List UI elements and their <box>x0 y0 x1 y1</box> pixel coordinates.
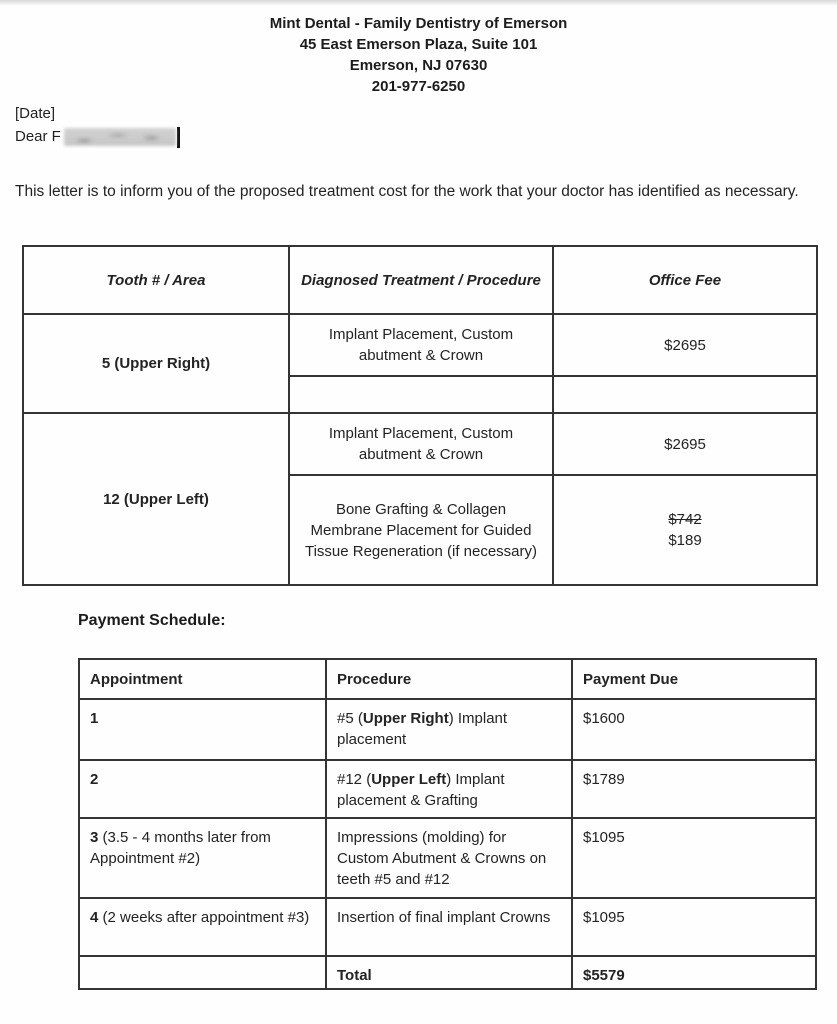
appointment-cell <box>79 818 326 898</box>
greeting-text: Dear F <box>15 128 61 145</box>
fee-value: $189 <box>668 532 702 549</box>
practice-address: 45 East Emerson Plaza, Suite 101 <box>299 36 538 53</box>
redacted-patient-name <box>64 128 176 146</box>
col-header-office-fee: Office Fee <box>553 246 817 314</box>
empty-cell <box>79 956 326 989</box>
payment-schedule-title: Payment Schedule: <box>78 612 226 629</box>
office-fee-cell <box>553 376 817 413</box>
practice-city-state-zip: Emerson, NJ 07630 <box>349 57 488 74</box>
payment-total-row <box>79 956 816 989</box>
procedure-cell: Bone Grafting & Collagen Membrane Placement for Guided Tissue Regeneration (if necessary) <box>289 475 553 585</box>
appointment-number: 3 <box>90 829 99 846</box>
fee-value: $2695 <box>664 435 706 453</box>
appointment-cell <box>79 898 326 956</box>
appointment-number: 4 <box>90 909 99 926</box>
tooth-area-cell: 5 (Upper Right) <box>23 314 289 413</box>
col-header-appointment: Appointment <box>79 659 326 699</box>
letter-meta <box>15 103 837 149</box>
treatment-row-tooth5-implant <box>23 314 817 376</box>
procedure-cell <box>289 376 553 413</box>
treatment-row-tooth12-implant <box>23 413 817 475</box>
total-label-cell: Total <box>326 956 572 989</box>
appointment-number: 1 <box>90 710 99 727</box>
appointment-cell <box>79 699 326 760</box>
procedure-cell: Implant Placement, Custom abutment & Crown <box>289 413 553 475</box>
appointment-note: (2 weeks after appointment #3) <box>98 909 310 926</box>
procedure-cell: #12 (Upper Left) Implant placement & Grafting <box>326 760 572 818</box>
payment-row-3 <box>79 818 816 898</box>
payment-schedule-table <box>78 658 817 990</box>
office-fee-cell <box>553 314 817 376</box>
procedure-cell: Implant Placement, Custom abutment & Crown <box>289 314 553 376</box>
practice-name: Mint Dental - Family Dentistry of Emerson <box>269 15 568 32</box>
letterhead <box>0 5 837 97</box>
payment-row-4 <box>79 898 816 956</box>
date-placeholder: [Date] <box>15 105 56 122</box>
col-header-payment-due: Payment Due <box>572 659 816 699</box>
payment-due-cell: $1789 <box>572 760 816 818</box>
tooth-area-cell: 12 (Upper Left) <box>23 413 289 585</box>
treatment-cost-table <box>22 245 818 586</box>
col-header-diagnosed-treatment: Diagnosed Treatment / Procedure <box>289 246 553 314</box>
procedure-cell: Insertion of final implant Crowns <box>326 898 572 956</box>
payment-due-cell: $1095 <box>572 898 816 956</box>
appointment-note: (3.5 - 4 months later from Appointment #2) <box>90 829 271 867</box>
payment-due-cell: $1600 <box>572 699 816 760</box>
payment-due-cell: $1095 <box>572 818 816 898</box>
office-fee-cell <box>553 475 817 585</box>
text-cursor <box>177 127 180 148</box>
total-value-cell: $5579 <box>572 956 816 989</box>
intro-paragraph: This letter is to inform you of the proposed treatment cost for the work that your doctor has identified as necessary. <box>15 183 799 200</box>
appointment-number: 2 <box>90 771 99 788</box>
payment-row-2 <box>79 760 816 818</box>
col-header-tooth-area: Tooth # / Area <box>23 246 289 314</box>
appointment-cell <box>79 760 326 818</box>
col-header-procedure: Procedure <box>326 659 572 699</box>
greeting-line <box>15 125 837 149</box>
procedure-cell: Impressions (molding) for Custom Abutment & Crowns on teeth #5 and #12 <box>326 818 572 898</box>
fee-struck-value: $742 <box>668 511 702 528</box>
fee-value: $2695 <box>664 336 706 354</box>
procedure-cell: #5 (Upper Right) Implant placement <box>326 699 572 760</box>
practice-phone: 201-977-6250 <box>371 78 466 95</box>
payment-table-header-row <box>79 659 816 699</box>
office-fee-cell <box>553 413 817 475</box>
payment-row-1 <box>79 699 816 760</box>
treatment-table-header-row <box>23 246 817 314</box>
